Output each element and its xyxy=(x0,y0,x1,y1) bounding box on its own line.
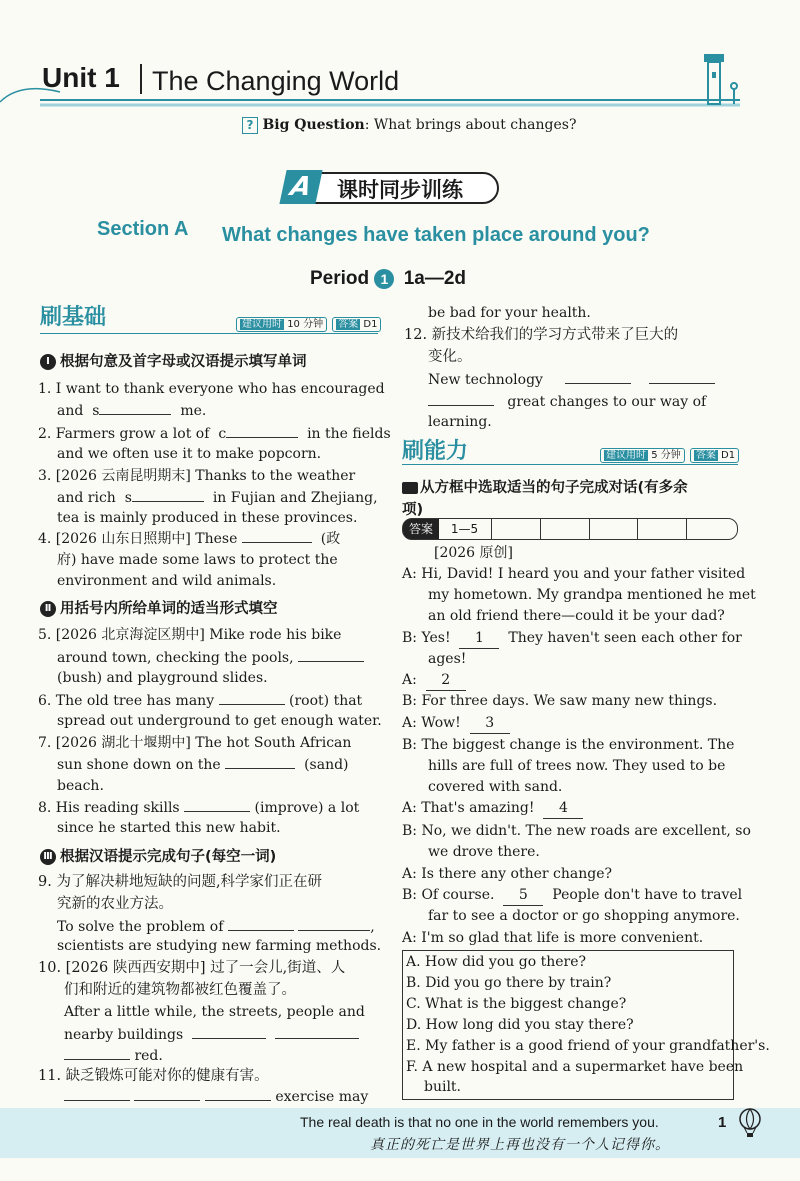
part2-title: 用括号内所给单词的适当形式填空 xyxy=(60,601,278,617)
q3-blank[interactable] xyxy=(132,487,204,502)
period-heading xyxy=(310,268,466,290)
dialogue-line-10a: B: Of course. 5 People don't have to travel xyxy=(402,885,742,906)
period-number-badge: 1 xyxy=(374,269,394,289)
dialogue-blank-3[interactable]: 3 xyxy=(470,713,510,734)
q8-line1: 8. His reading skills (improve) a lot xyxy=(38,797,359,818)
big-question-text: : What brings about changes? xyxy=(364,117,577,133)
q7-blank[interactable] xyxy=(225,754,295,769)
q12-blank-2[interactable] xyxy=(649,369,715,384)
dialogue-line-3: A: 2 xyxy=(402,670,466,691)
dialogue-task-line1: 从方框中选取适当的句子完成对话(有多余 xyxy=(420,480,688,496)
q6-line2: spread out underground to get enough water. xyxy=(57,713,382,729)
q11-blank-3[interactable] xyxy=(205,1086,271,1101)
section-label: Section A xyxy=(97,218,189,240)
q10-line1: 10. [2026 陕西西安期中] 过了一会儿,街道、人 xyxy=(38,960,346,976)
unit-label: Unit 1 xyxy=(42,62,120,93)
q10-blank-3[interactable] xyxy=(64,1045,130,1060)
option-b: B. Did you go there by train? xyxy=(406,975,612,991)
dialogue-line-8b: we drove there. xyxy=(428,844,540,860)
q12-blank-1[interactable] xyxy=(565,369,631,384)
q1-blank[interactable] xyxy=(99,400,171,415)
q11-blank-1[interactable] xyxy=(64,1086,130,1101)
right-time-label: 建议用时 xyxy=(606,450,646,461)
option-c: C. What is the biggest change? xyxy=(406,996,627,1012)
period-label: Period xyxy=(310,268,370,289)
q10-line2: 们和附近的建筑物都被红色覆盖了。 xyxy=(64,982,296,998)
q10-blank-2[interactable] xyxy=(275,1024,359,1039)
option-e: E. My father is a good friend of your grandfather's. xyxy=(406,1038,770,1054)
q12-line4: great changes to our way of xyxy=(428,391,706,412)
q11-line3: be bad for your health. xyxy=(428,305,591,321)
dialogue-line-8a: B: No, we didn't. The new roads are excellent, so xyxy=(402,823,751,839)
footer-quote-en: The real death is that no one in the world remembers you. xyxy=(300,1114,659,1130)
q10-line3: After a little while, the streets, people and xyxy=(64,1004,365,1020)
q3-line3: tea is mainly produced in these provinces. xyxy=(57,510,358,526)
dialogue-blank-2[interactable]: 2 xyxy=(426,670,466,691)
left-time-value: 10 分钟 xyxy=(287,319,324,330)
right-module-title: 刷能力 xyxy=(402,439,469,464)
dialogue-line-5: A: Wow! 3 xyxy=(402,713,510,734)
title-divider xyxy=(140,64,142,94)
q12-line3: New technology xyxy=(428,369,715,390)
answer-cells[interactable] xyxy=(491,519,735,539)
dialogue-line-1b: my hometown. My grandpa mentioned he met xyxy=(428,587,756,603)
dialogue-blank-4[interactable]: 4 xyxy=(543,798,583,819)
q4-line1: 4. [2026 山东日照期中] These (政 xyxy=(38,528,340,549)
section-question: What changes have taken place around you? xyxy=(222,224,650,246)
header-decoration xyxy=(0,52,800,112)
dialogue-line-1a: A: Hi, David! I heard you and your father visited xyxy=(402,566,746,582)
q11-line1: 11. 缺乏锻炼可能对你的健康有害。 xyxy=(38,1068,269,1084)
part3-title: 根据汉语提示完成句子(每空一词) xyxy=(60,849,277,865)
dialogue-line-4: B: For three days. We saw many new things. xyxy=(402,693,718,709)
q2-blank[interactable] xyxy=(226,423,298,438)
footer-quote-zh: 真正的死亡是世界上再也没有一个人记得你。 xyxy=(370,1137,670,1153)
dialogue-line-2a: B: Yes! 1 They haven't seen each other for xyxy=(402,628,742,649)
dialogue-line-6c: covered with sand. xyxy=(428,779,563,795)
dialogue-blank-5[interactable]: 5 xyxy=(503,885,543,906)
dialogue-line-11: A: I'm so glad that life is more convenient. xyxy=(402,930,704,946)
page-number: 1 xyxy=(718,1114,727,1131)
header-band xyxy=(0,52,800,112)
hot-air-balloon-icon xyxy=(738,1108,762,1138)
answer-row xyxy=(402,518,738,540)
banner-text: 课时同步训练 xyxy=(337,178,463,202)
part1-number: Ⅰ xyxy=(40,354,56,370)
q4-line2: 府) have made some laws to protect the xyxy=(57,552,338,568)
part3-number: Ⅲ xyxy=(40,849,56,865)
q1-line2: and s me. xyxy=(57,400,206,421)
q12-line1: 12. 新技术给我们的学习方式带来了巨大的 xyxy=(404,327,679,343)
q8-line2: since he started this new habit. xyxy=(57,820,281,836)
q9-line1: 9. 为了解决耕地短缺的问题,科学家们正在研 xyxy=(38,874,323,890)
answer-row-label: 答案 xyxy=(403,519,439,539)
lighthouse-icon xyxy=(692,52,742,110)
option-a: A. How did you go there? xyxy=(406,954,586,970)
right-module-rule xyxy=(402,464,738,465)
q6-blank[interactable] xyxy=(219,690,285,705)
dialogue-line-2b: ages! xyxy=(428,651,467,667)
q11-line2: exercise may xyxy=(64,1086,368,1107)
left-answer-value: D1 xyxy=(363,319,378,330)
part1-heading xyxy=(40,350,307,371)
left-time-tag xyxy=(236,312,381,332)
q10-blank-1[interactable] xyxy=(192,1024,266,1039)
speech-bubble-icon xyxy=(402,482,418,494)
dialogue-line-10b: far to see a doctor or go shopping anymore. xyxy=(428,908,740,924)
dialogue-line-7: A: That's amazing! 4 xyxy=(402,798,583,819)
q10-line5: red. xyxy=(64,1045,163,1066)
part2-number: Ⅱ xyxy=(40,601,56,617)
part2-heading xyxy=(40,597,278,618)
dialogue-task-line2: 项) xyxy=(402,502,424,518)
q4-line3: environment and wild animals. xyxy=(57,573,277,589)
dialogue-line-6a: B: The biggest change is the environment. The xyxy=(402,737,735,753)
option-d: D. How long did you stay there? xyxy=(406,1017,634,1033)
left-answer-label: 答案 xyxy=(338,319,359,330)
q7-line3: beach. xyxy=(57,778,104,794)
right-time-tag xyxy=(600,443,739,463)
q8-blank[interactable] xyxy=(184,797,250,812)
q7-line2: sun shone down on the (sand) xyxy=(57,754,349,775)
answer-row-range: 1—5 xyxy=(450,522,479,536)
big-question-label: Big Question xyxy=(262,117,365,133)
q12-line2: 变化。 xyxy=(428,349,472,365)
right-answer-label: 答案 xyxy=(695,450,716,461)
period-range: 1a—2d xyxy=(403,268,466,289)
q10-line4: nearby buildings xyxy=(64,1024,359,1045)
q5-line2: around town, checking the pools, xyxy=(57,647,364,668)
q12-line5: learning. xyxy=(428,414,492,430)
section-banner xyxy=(283,170,501,204)
dialogue-source: [2026 原创] xyxy=(434,545,514,561)
dialogue-line-6b: hills are full of trees now. They used to be xyxy=(428,758,726,774)
q7-line1: 7. [2026 湖北十堰期中] The hot South African xyxy=(38,735,352,751)
q9-line4: scientists are studying new farming methods. xyxy=(57,938,382,954)
part3-heading xyxy=(40,845,276,866)
dialogue-blank-1[interactable]: 1 xyxy=(459,628,499,649)
q9-line3: To solve the problem of , xyxy=(57,916,375,937)
question-mark-icon: ? xyxy=(242,117,258,134)
q5-line1: 5. [2026 北京海淀区期中] Mike rode his bike xyxy=(38,627,342,643)
unit-title: The Changing World xyxy=(152,66,400,96)
q2-line2: and we often use it to make popcorn. xyxy=(57,446,322,462)
dialogue-line-1c: an old friend there—could it be your dad? xyxy=(428,608,725,624)
part1-title: 根据句意及首字母或汉语提示填写单词 xyxy=(60,354,307,370)
big-question xyxy=(242,117,576,134)
q9-blank-2[interactable] xyxy=(298,916,370,931)
q9-blank-1[interactable] xyxy=(228,916,294,931)
q4-blank[interactable] xyxy=(242,528,312,543)
q9-line2: 究新的农业方法。 xyxy=(57,896,173,912)
q5-blank[interactable] xyxy=(298,647,364,662)
dialogue-line-9: A: Is there any other change? xyxy=(402,866,612,882)
q2-line1: 2. Farmers grow a lot of c in the fields xyxy=(38,423,391,444)
right-answer-value: D1 xyxy=(721,450,736,461)
q12-blank-3[interactable] xyxy=(428,391,494,406)
right-time-value: 5 分钟 xyxy=(651,450,681,461)
q3-line2: and rich s in Fujian and Zhejiang, xyxy=(57,487,378,508)
dialogue-task-heading xyxy=(402,476,688,497)
q1-line1: 1. I want to thank everyone who has encouraged xyxy=(38,381,385,397)
q5-line3: (bush) and playground slides. xyxy=(57,670,268,686)
q3-line1: 3. [2026 云南昆明期末] Thanks to the weather xyxy=(38,468,356,484)
left-module-title: 刷基础 xyxy=(40,305,107,330)
q6-line1: 6. The old tree has many (root) that xyxy=(38,690,362,711)
banner-letter: A xyxy=(279,170,322,204)
option-f-line1: F. A new hospital and a supermarket have been xyxy=(406,1059,744,1075)
left-module-rule xyxy=(40,333,378,334)
left-time-label: 建议用时 xyxy=(242,319,282,330)
option-f-line2: built. xyxy=(424,1079,462,1095)
q11-blank-2[interactable] xyxy=(134,1086,200,1101)
